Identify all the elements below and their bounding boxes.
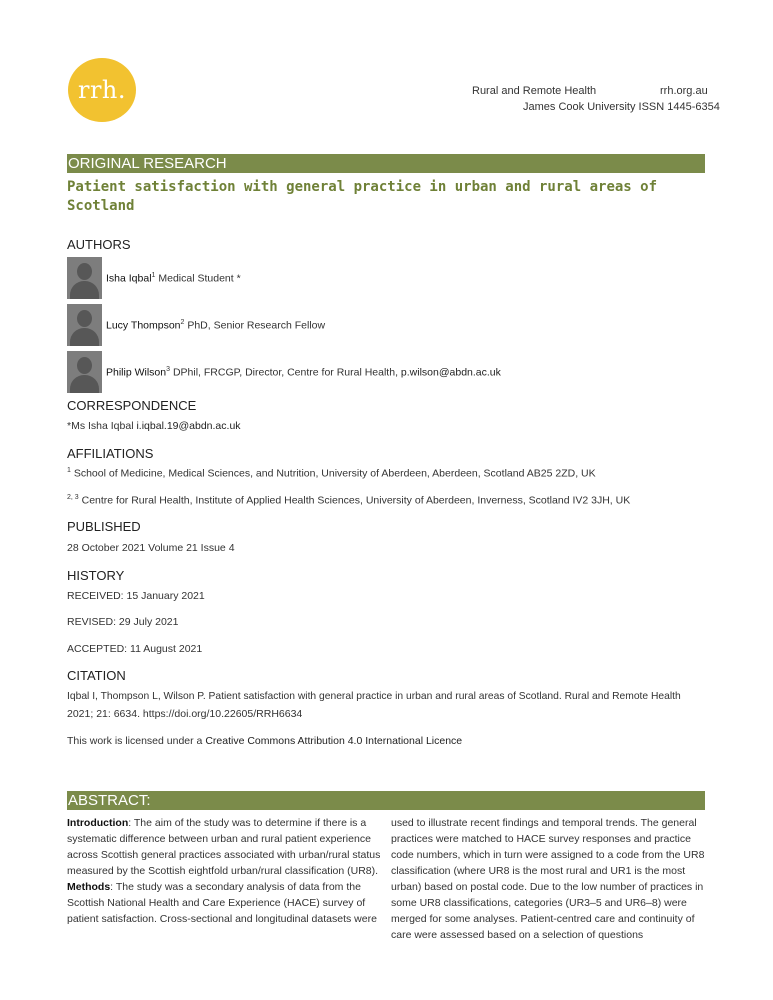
abstract-right-column: used to illustrate recent findings and temporal trends. The general practices were matched to HACE survey responses and practice code numbers, which in turn were assigned to a code from the UR8 classification (where UR8 is the most rural and UR1 is the most urban) based on postal code. Due to the low number of practices in some UR8 classifications, categories (UR3–5 and UR6–8) were merged for some analyses. Patient-centred care and continuity of care were assessed based on a selection of questions (391, 817, 705, 941)
publisher-issn: James Cook University ISSN 1445-6354 (523, 101, 720, 113)
author-3: Philip Wilson$^3$ DPhil, FRCGP, Director, Centre for Rural Health, p.wilson@abdn.ac.uk (67, 351, 501, 393)
author-name: Isha Iqbal (106, 272, 152, 285)
history-revised: REVISED: 29 July 2021 (67, 616, 179, 628)
citation-line-2: 2021; 21: 6634. https://doi.org/10.22605/RRH6634 (67, 708, 303, 720)
affiliation-2: $^{2, 3}$ Centre for Rural Health, Institute of Applied Health Sciences, University of Aberdeen, Inverness, Scotland IV2 3JH, UK (67, 494, 631, 507)
abstract-bar: ABSTRACT: (67, 791, 705, 810)
article-type-bar: ORIGINAL RESEARCH (67, 154, 705, 173)
affiliations-heading: AFFILIATIONS (67, 446, 154, 461)
authors-heading: AUTHORS (67, 237, 131, 252)
intro-label: Introduction (67, 817, 129, 829)
methods-text: : The study was a secondary analysis of data from the Scottish National Health and Care Experience (HACE) survey of patient satisfaction. Cross-sectional and longitudinal datasets were (67, 881, 377, 925)
history-received: RECEIVED: 15 January 2021 (67, 590, 205, 602)
abstract-left-column (67, 815, 385, 927)
avatar (67, 257, 102, 299)
methods-label: Methods (67, 881, 111, 893)
author-email-link[interactable]: p.wilson@abdn.ac.uk (400, 366, 501, 379)
rrh-logo: rrh. (68, 58, 136, 122)
citation-heading: CITATION (67, 668, 126, 683)
author-name: Philip Wilson (106, 366, 167, 379)
citation-line-1: Iqbal I, Thompson L, Wilson P. Patient satisfaction with general practice in urban and rural areas of Scotland. Rural and Remote Health (67, 691, 681, 702)
author-2: Lucy Thompson$^2$ PhD, Senior Research Fellow (67, 304, 325, 346)
correspondence-email-link[interactable]: i.iqbal.19@abdn.ac.uk (136, 420, 241, 432)
published-date: 28 October 2021 Volume 21 Issue 4 (67, 542, 235, 554)
intro-text: : The aim of the study was to determine if there is a systematic difference between urban and rural patient experience across Scottish general practices associated with urban/rural status measured by the Scottish eightfold urban/rural classification (UR8). (67, 817, 381, 877)
journal-name: Rural and Remote Health (472, 85, 597, 97)
license-link[interactable]: Creative Commons Attribution 4.0 International Licence (205, 735, 463, 747)
history-accepted: ACCEPTED: 11 August 2021 (67, 643, 203, 655)
author-role: DPhil, FRCGP, Director, Centre for Rural Health, (172, 366, 398, 379)
author-name: Lucy Thompson (106, 319, 181, 332)
license-text: This work is licensed under a Creative Commons Attribution 4.0 International Licence (67, 735, 463, 747)
author-role: Medical Student * (158, 272, 241, 285)
affiliation-1: $^1$ School of Medicine, Medical Sciences, and Nutrition, University of Aberdeen, Aberdeen, Scotland AB25 2ZD, UK (67, 467, 596, 480)
avatar (67, 351, 102, 393)
article-title: Patient satisfaction with general practice in urban and rural areas of Scotland (67, 179, 658, 214)
author-1: Isha Iqbal$^1$ Medical Student * (67, 257, 241, 299)
journal-url[interactable]: rrh.org.au (660, 85, 708, 97)
avatar (67, 304, 102, 346)
author-role: PhD, Senior Research Fellow (187, 319, 326, 332)
published-heading: PUBLISHED (67, 519, 141, 534)
history-heading: HISTORY (67, 568, 125, 583)
correspondence-heading: CORRESPONDENCE (67, 398, 197, 413)
correspondence-text: *Ms Isha Iqbal i.iqbal.19@abdn.ac.uk (67, 420, 241, 432)
